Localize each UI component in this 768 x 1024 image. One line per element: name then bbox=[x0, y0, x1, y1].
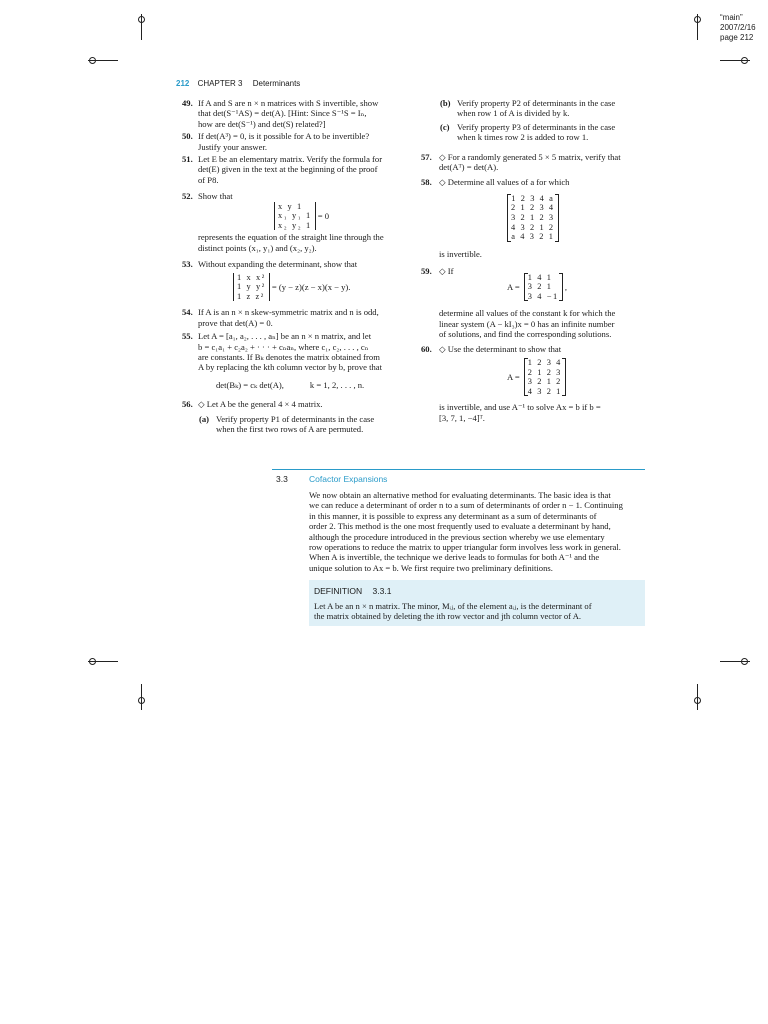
header-date: 2007/2/16 bbox=[720, 23, 756, 32]
determinant-53: 1 x x² 1 y y² 1 z z² bbox=[233, 273, 270, 302]
exercise-56b: (b) Verify property P2 of determinants in the case when row 1 of A is divided by k. bbox=[440, 98, 616, 119]
equation-52 bbox=[274, 202, 406, 231]
definition-label: DEFINITION bbox=[314, 586, 363, 596]
exercise-59-continued: determine all values of the constant k for which the linear system (A − kI₃)x = 0 has an infinite number of solutions, and find the corresponding solutions. bbox=[439, 308, 616, 340]
registration-mark bbox=[694, 16, 701, 23]
matrix-59: 1 4 1 3 2 1 3 4 −1 bbox=[524, 273, 563, 302]
registration-mark bbox=[89, 658, 96, 665]
equation-60-lhs: A = bbox=[507, 372, 520, 383]
equation-55 bbox=[216, 380, 406, 390]
matrix-60: 1 2 3 4 2 1 2 3 3 2 1 2 4 3 2 1 bbox=[524, 358, 566, 396]
exercise-58: 58. ◇ Determine all values of a for which bbox=[421, 177, 570, 188]
exercise-52: 52. Show that bbox=[182, 191, 233, 202]
determinant-52: x y 1 x₁ y₁ 1 x₂ y₂ 1 bbox=[274, 202, 316, 231]
page-header bbox=[176, 79, 300, 88]
definition-text: Let A be an n × n matrix. The minor, Mᵢⱼ, of the element aᵢⱼ, is the determinant of the matrix obtained by deleting the ith row vector and jth column vector of A. bbox=[314, 601, 592, 622]
exercise-60-continued: is invertible, and use A⁻¹ to solve Ax = b if b = [3, 7, 1, −4]ᵀ. bbox=[439, 402, 601, 423]
exercise-52-continued: represents the equation of the straight line through the distinct points (x₁, y₁) and (x₂, y₂). bbox=[198, 232, 384, 253]
equation-60 bbox=[507, 358, 647, 396]
registration-mark bbox=[138, 697, 145, 704]
equation-59-lhs: A = bbox=[507, 281, 520, 292]
right-column bbox=[421, 98, 647, 423]
equation-55-rhs: k = 1, 2, . . . , n. bbox=[309, 379, 365, 390]
equation-55-lhs: det(Bₖ) = cₖ det(A), bbox=[216, 379, 284, 390]
matrix-58: 1 2 3 4 a 2 1 2 3 4 3 2 1 2 3 4 3 2 1 2 a 4 3 2 1 bbox=[507, 194, 559, 242]
equation-59 bbox=[507, 273, 647, 302]
section-number: 3.3 bbox=[276, 474, 288, 484]
definition-number: 3.3.1 bbox=[372, 586, 392, 596]
section-title: Cofactor Expansions bbox=[309, 474, 388, 484]
header-page-label: page 212 bbox=[720, 33, 754, 42]
exercise-51: 51. Let E be an elementary matrix. Verify the formula for det(E) given in the text at the beginning of the proof of P8. bbox=[182, 154, 383, 185]
exercise-59: 59. ◇ If bbox=[421, 266, 454, 277]
exercise-56c: (c) Verify property P3 of determinants in the case when k times row 2 is added to row 1. bbox=[440, 121, 616, 143]
exercise-55: 55. Let A = [a₁, a₂, . . . , aₙ] be an n × n matrix, and let b = c₁a₁ + c₂a₂ + · · · + cₙaₙ, where c₁, c₂, . . . , cₙ are constants. If Bₖ denotes the matrix obtained from A by replacing the kth column vector by b, prove that bbox=[182, 331, 383, 373]
equation-53-rhs: = (y − z)(z − x)(x − y). bbox=[271, 281, 351, 292]
left-column bbox=[182, 98, 406, 435]
registration-mark bbox=[741, 658, 748, 665]
chapter-title: Determinants bbox=[252, 79, 301, 88]
registration-mark bbox=[138, 16, 145, 23]
equation-53 bbox=[233, 273, 406, 302]
exercise-50: 50. If det(A³) = 0, is it possible for A to be invertible? Justify your answer. bbox=[182, 131, 370, 152]
main-tag: “main” bbox=[720, 13, 743, 22]
page-number: 212 bbox=[176, 79, 190, 88]
section-divider bbox=[272, 469, 645, 470]
definition-heading bbox=[314, 586, 391, 596]
registration-mark bbox=[694, 697, 701, 704]
exercise-54: 54. If A is an n × n skew-symmetric matrix and n is odd, prove that det(A) = 0. bbox=[182, 307, 379, 328]
exercise-53: 53. Without expanding the determinant, show that bbox=[182, 259, 358, 270]
exercise-58-continued: is invertible. bbox=[439, 248, 482, 259]
equation-52-rhs: = 0 bbox=[317, 210, 330, 221]
equation-59-rhs: , bbox=[564, 281, 567, 292]
registration-mark bbox=[89, 57, 96, 64]
registration-mark bbox=[741, 57, 748, 64]
exercise-60: 60. ◇ Use the determinant to show that bbox=[421, 343, 562, 354]
section-paragraph: We now obtain an alternative method for evaluating determinants. The basic idea is that we can reduce a determinant of order n to a sum of determinants of order n − 1. Continuing in this manner, it is possible to express any determinant as a sum of determinants of order 2. This method is the one most frequently used to evaluate a determinant by hand, although the procedure introduced in the previous section whereby we use elementary row operations to reduce the matrix to upper triangular form involves less work in general. When A is invertible, the technique we derive leads to formulas for both A⁻¹ and the unique solution to Ax = b. We first require two preliminary definitions. bbox=[309, 490, 623, 573]
exercise-49: 49. If A and S are n × n matrices with S invertible, show that det(S⁻¹AS) = det(A). [Hint: Since S⁻¹S = Iₙ, how are det(S⁻¹) and det(S) related?] bbox=[182, 98, 379, 129]
chapter-label: CHAPTER 3 bbox=[197, 79, 243, 88]
running-header bbox=[720, 13, 756, 43]
exercise-56a: (a) Verify property P1 of determinants in the case when the first two rows of A are permuted. bbox=[199, 413, 375, 435]
exercise-57: 57. ◇ For a randomly generated 5 × 5 matrix, verify that det(Aᵀ) = det(A). bbox=[421, 151, 621, 173]
equation-58 bbox=[507, 194, 647, 242]
exercise-56: 56. ◇ Let A be the general 4 × 4 matrix. bbox=[182, 399, 323, 410]
